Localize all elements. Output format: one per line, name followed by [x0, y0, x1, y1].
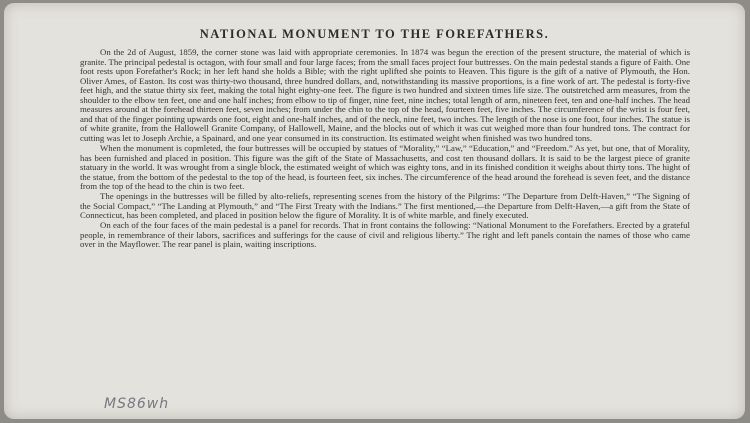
handwritten-catalog-note: MS86wh — [104, 396, 170, 412]
paragraph: When the monument is copmleted, the four buttresses will be occupied by statues of “Morality,” “Law,” “Education,” and “Freedom.” As yet, but one, that of Morality, has been furnished and placed in position. This figure was the gift of the State of Massachusetts, and cost ten thousand dollars. It is said to be the largest piece of granite statuary in the world. It was wrought from a single block, the estimated weight of which was eighty tons, and in its finished condition it weighs about thirty tons. The hight of the statue, from the bottom of the pedestal to the top of the head, is fourteen feet, six inches. The circumference of the head around the forehead is seven feet, and the distance from the top of the head to the chin is two feet. — [80, 142, 690, 192]
document-title: NATIONAL MONUMENT TO THE FOREFATHERS. — [199, 27, 550, 41]
paragraph: On each of the four faces of the main pedestal is a panel for records. That in front contains the following: “National Monument to the Forefathers. Erected by a grateful people, in remembrance of their labors, sacrifices and sufferings for the cause of civil and religious liberty.” The right and left panels contain the names of those who came over in the Mayflower. The rear panel is plain, waiting inscriptions. — [80, 220, 690, 250]
paragraph: On the 2d of August, 1859, the corner stone was laid with appropriate ceremonies. In 1874 was begun the erection of the present structure, the material of which is granite. The principal pedestal is octagon, with four small and four large faces; from the small faces project four buttresses. On the main pedestal stands a figure of Faith. One foot rests upon Forefather's Rock; in her left hand she holds a Bible; with the right uplifted she points to Heaven. This figure is the gift of a native of Plymouth, the Hon. Oliver Ames, of Easton. Its cost was thirty-two thousand, three hundred dollars, and, notwithstanding its massive proportions, is a fine work of art. The pedestal is forty-five feet high, and the statue thirty six feet, making the total hight eighty-one feet. The figure is two hundred and sixteen times life size. The outstretched arm measures, from the shoulder to the elbow ten feet, one and one half inches; from elbow to tip of finger, nine feet, nine inches; total length of arm, nineteen feet, ten and one-half inches. The head measures around at the forehead thirteen feet, seven inches; from under the chin to the top of the head, fourteen feet, five inches. The circumference of the wrist is four feet, and that of the finger pointing upwards one foot, eight and one-half inches, and of the neck, nine feet, two inches. The length of the nose is one foot, four inches. The statue is of white granite, from the Hallowell Granite Company, of Hallowell, Maine, and the blocks out of which it was cut weighed more than four hundred tons. The contract for cutting was let to Joseph Archie, a Spainard, and one year consumed in its construction. Its estimated weight when finished was two hundred tons. — [80, 47, 690, 143]
paragraph: The openings in the buttresses will be filled by alto-reliefs, representing scenes from the history of the Pilgrims: “The Departure from Delft-Haven,” “The Signing of the Social Compact,” “The Landing at Plymouth,” and “The First Treaty with the Indians.” The first mentioned,—the Departure from Delft-Haven,—a gift from the State of Connecticut, has been completed, and placed in position below the figure of Morality. It is of white marble, and finely executed. — [80, 191, 690, 221]
stereoview-card-back — [4, 3, 745, 419]
document-body — [80, 48, 690, 250]
